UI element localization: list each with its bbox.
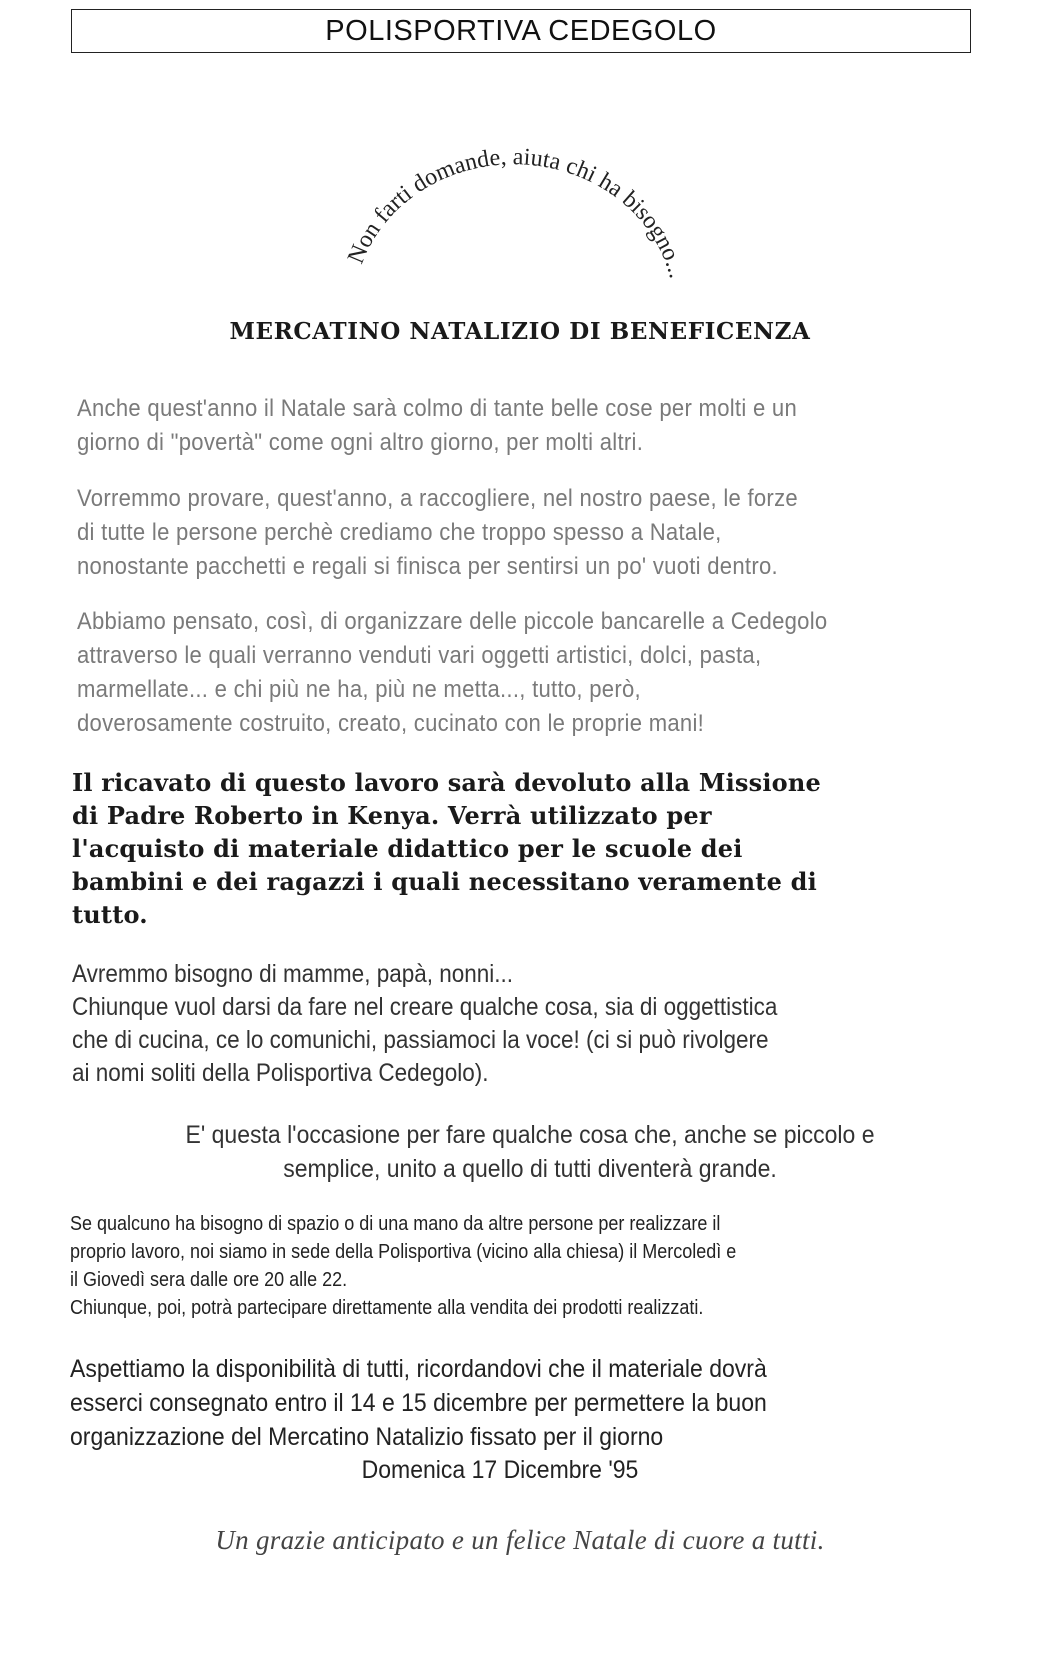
paragraph-line: Il ricavato di questo lavoro sarà devoluto alla Missione: [72, 768, 821, 797]
header-box: [71, 9, 971, 53]
motto-text: [343, 144, 690, 281]
paragraph-small: [70, 1210, 952, 1322]
header-title: POLISPORTIVA CEDEGOLO: [325, 15, 717, 47]
motto-arc: [330, 95, 710, 295]
paragraph-centered: [98, 1118, 963, 1186]
paragraph-line: semplice, unito a quello di tutti diventerà grande.: [283, 1155, 777, 1183]
closing-line: Un grazie anticipato e un felice Natale di cuore a tutti.: [215, 1525, 825, 1555]
paragraph-line: Aspettiamo la disponibilità di tutti, ricordandovi che il materiale dovrà: [70, 1355, 767, 1383]
paragraph-3: [77, 605, 905, 741]
paragraph-line: di tutte le persone perchè crediamo che troppo spesso a Natale,: [77, 519, 722, 546]
paragraph-line: organizzazione del Mercatino Natalizio fissato per il giorno: [70, 1423, 664, 1451]
motto-arc-svg: [330, 95, 710, 295]
paragraph-line: Anche quest'anno il Natale sarà colmo di tante belle cose per molti e un: [77, 395, 798, 422]
paragraph-line: Chiunque vuol darsi da fare nel creare qualche cosa, sia di oggettistica: [72, 993, 778, 1021]
paragraph-line: E' questa l'occasione per fare qualche cosa che, anche se piccolo e: [185, 1121, 875, 1149]
paragraph-line: che di cucina, ce lo comunichi, passiamoci la voce! (ci si può rivolgere: [72, 1026, 769, 1054]
paragraph-1: [77, 392, 905, 460]
paragraph-line: l'acquisto di materiale didattico per le scuole dei: [72, 834, 743, 863]
paragraph-bold: [72, 766, 972, 931]
paragraph-5: [72, 958, 927, 1090]
paragraph-2: [77, 482, 905, 584]
motto-textpath: Non farti domande, aiuta chi ha bisogno...: [342, 144, 690, 281]
paragraph-8: [70, 1352, 972, 1454]
main-title: MERCATINO NATALIZIO DI BENEFICENZA: [229, 318, 811, 345]
paragraph-line: il Giovedì sera dalle ore 20 alle 22.: [70, 1269, 348, 1291]
paragraph-line: doverosamente costruito, creato, cucinato con le proprie mani!: [77, 710, 705, 737]
paragraph-line: Avremmo bisogno di mamme, papà, nonni...: [72, 960, 514, 988]
paragraph-line: giorno di "povertà" come ogni altro giorno, per molti altri.: [77, 429, 644, 456]
paragraph-line: bambini e dei ragazzi i quali necessitano veramente di: [72, 867, 817, 896]
paragraph-line: ai nomi soliti della Polisportiva Cedegolo).: [72, 1059, 489, 1087]
paragraph-line: Chiunque, poi, potrà partecipare direttamente alla vendita dei prodotti realizzati.: [70, 1297, 704, 1319]
paragraph-line: marmellate... e chi più ne ha, più ne metta..., tutto, però,: [77, 676, 641, 703]
paragraph-line: tutto.: [72, 900, 148, 929]
paragraph-line: Abbiamo pensato, così, di organizzare delle piccole bancarelle a Cedegolo: [77, 608, 828, 635]
paragraph-line: esserci consegnato entro il 14 e 15 dicembre per permettere la buon: [70, 1389, 767, 1417]
paragraph-line: Se qualcuno ha bisogno di spazio o di una mano da altre persone per realizzare il: [70, 1213, 721, 1235]
paragraph-line: proprio lavoro, noi siamo in sede della Polisportiva (vicino alla chiesa) il Mercoledì e: [70, 1241, 737, 1263]
paragraph-line: nonostante pacchetti e regali si finisca per sentirsi un po' vuoti dentro.: [77, 553, 778, 580]
event-date: Domenica 17 Dicembre '95: [361, 1456, 639, 1484]
paragraph-line: Vorremmo provare, quest'anno, a raccogliere, nel nostro paese, le forze: [77, 485, 798, 512]
paragraph-line: di Padre Roberto in Kenya. Verrà utilizzato per: [72, 801, 712, 830]
paragraph-line: attraverso le quali verranno venduti vari oggetti artistici, dolci, pasta,: [77, 642, 762, 669]
